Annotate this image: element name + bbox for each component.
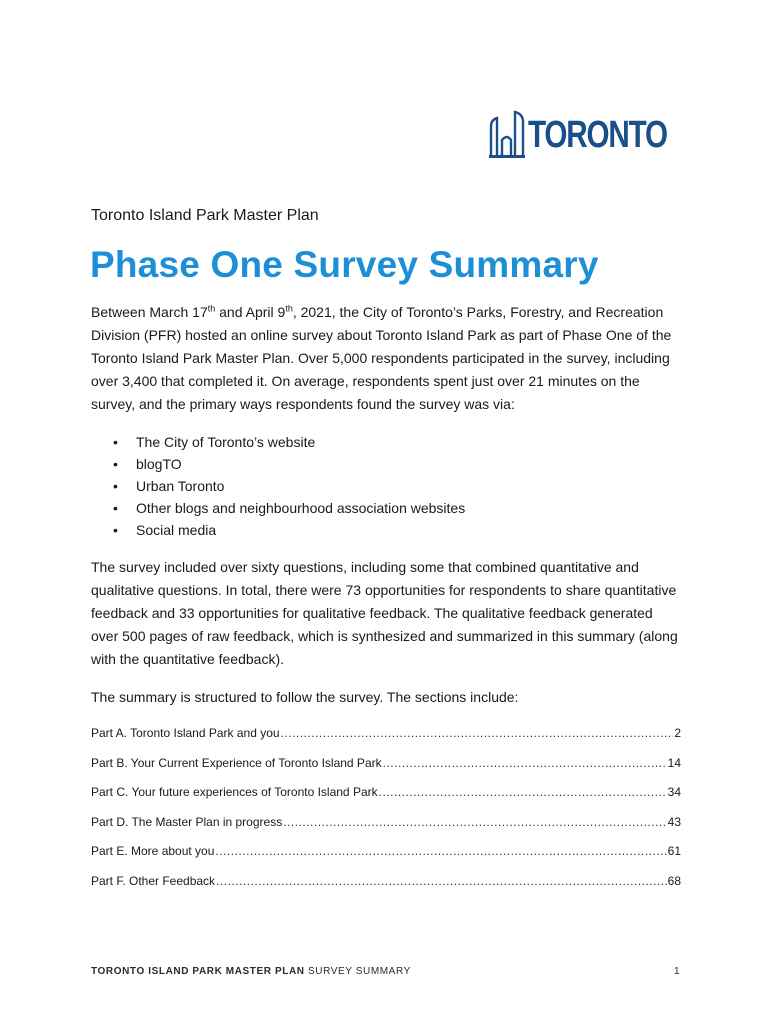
toc-entry[interactable]: Part B. Your Current Experience of Toronto Island Park ..... 14 bbox=[91, 756, 681, 786]
toc-entry[interactable]: Part F. Other Feedback ..... 68 bbox=[91, 874, 681, 904]
list-item: • Social media bbox=[136, 519, 681, 541]
toc-entry[interactable]: Part C. Your future experiences of Toronto Island Park ..... 34 bbox=[91, 785, 681, 815]
city-hall-icon bbox=[488, 110, 526, 160]
survey-paragraph: The survey included over sixty questions, including some that combined quantitative and qualitative questions. In total, there were 73 opportunities for respondents to share quantitative feedback and 33 opportunities for qualitative feedback. The qualitative feedback generated over 500 pages of raw feedback, which is synthesized and summarized in this summary (along with the quantitative feedback). bbox=[91, 559, 678, 667]
intro-paragraph: Between March 17th and April 9th, 2021, the City of Toronto’s Parks, Forestry, and Recreation Division (PFR) hosted an online survey about Toronto Island Park as part of Phase One of the Toronto Island Park Master Plan. Over 5,000 respondents participated in the survey, including over 3,400 that completed it. On average, respondents spent just over 21 minutes on the survey, and the primary ways respondents found the survey was via: bbox=[91, 303, 672, 412]
document-body bbox=[91, 301, 681, 904]
list-item: • The City of Toronto’s website bbox=[136, 431, 681, 453]
structure-paragraph: The summary is structured to follow the survey. The sections include: bbox=[91, 689, 519, 705]
list-item: • Urban Toronto bbox=[136, 475, 681, 497]
page-number: 1 bbox=[674, 966, 680, 977]
toronto-logo bbox=[488, 110, 667, 160]
page-footer: TORONTO ISLAND PARK MASTER PLAN SURVEY SUMMARY bbox=[91, 966, 411, 977]
page-title: Phase One Survey Summary bbox=[90, 244, 599, 285]
document-subtitle: Toronto Island Park Master Plan bbox=[91, 207, 319, 224]
toc-entry[interactable]: Part A. Toronto Island Park and you ..... 2 bbox=[91, 726, 681, 756]
list-item: • Other blogs and neighbourhood association websites bbox=[136, 497, 681, 519]
list-item: • blogTO bbox=[136, 453, 681, 475]
source-list bbox=[91, 431, 681, 541]
logo-wordmark: TORONTO bbox=[528, 114, 667, 156]
table-of-contents bbox=[91, 726, 681, 904]
toc-entry[interactable]: Part D. The Master Plan in progress ..... 43 bbox=[91, 815, 681, 845]
toc-entry[interactable]: Part E. More about you ..... 61 bbox=[91, 844, 681, 874]
